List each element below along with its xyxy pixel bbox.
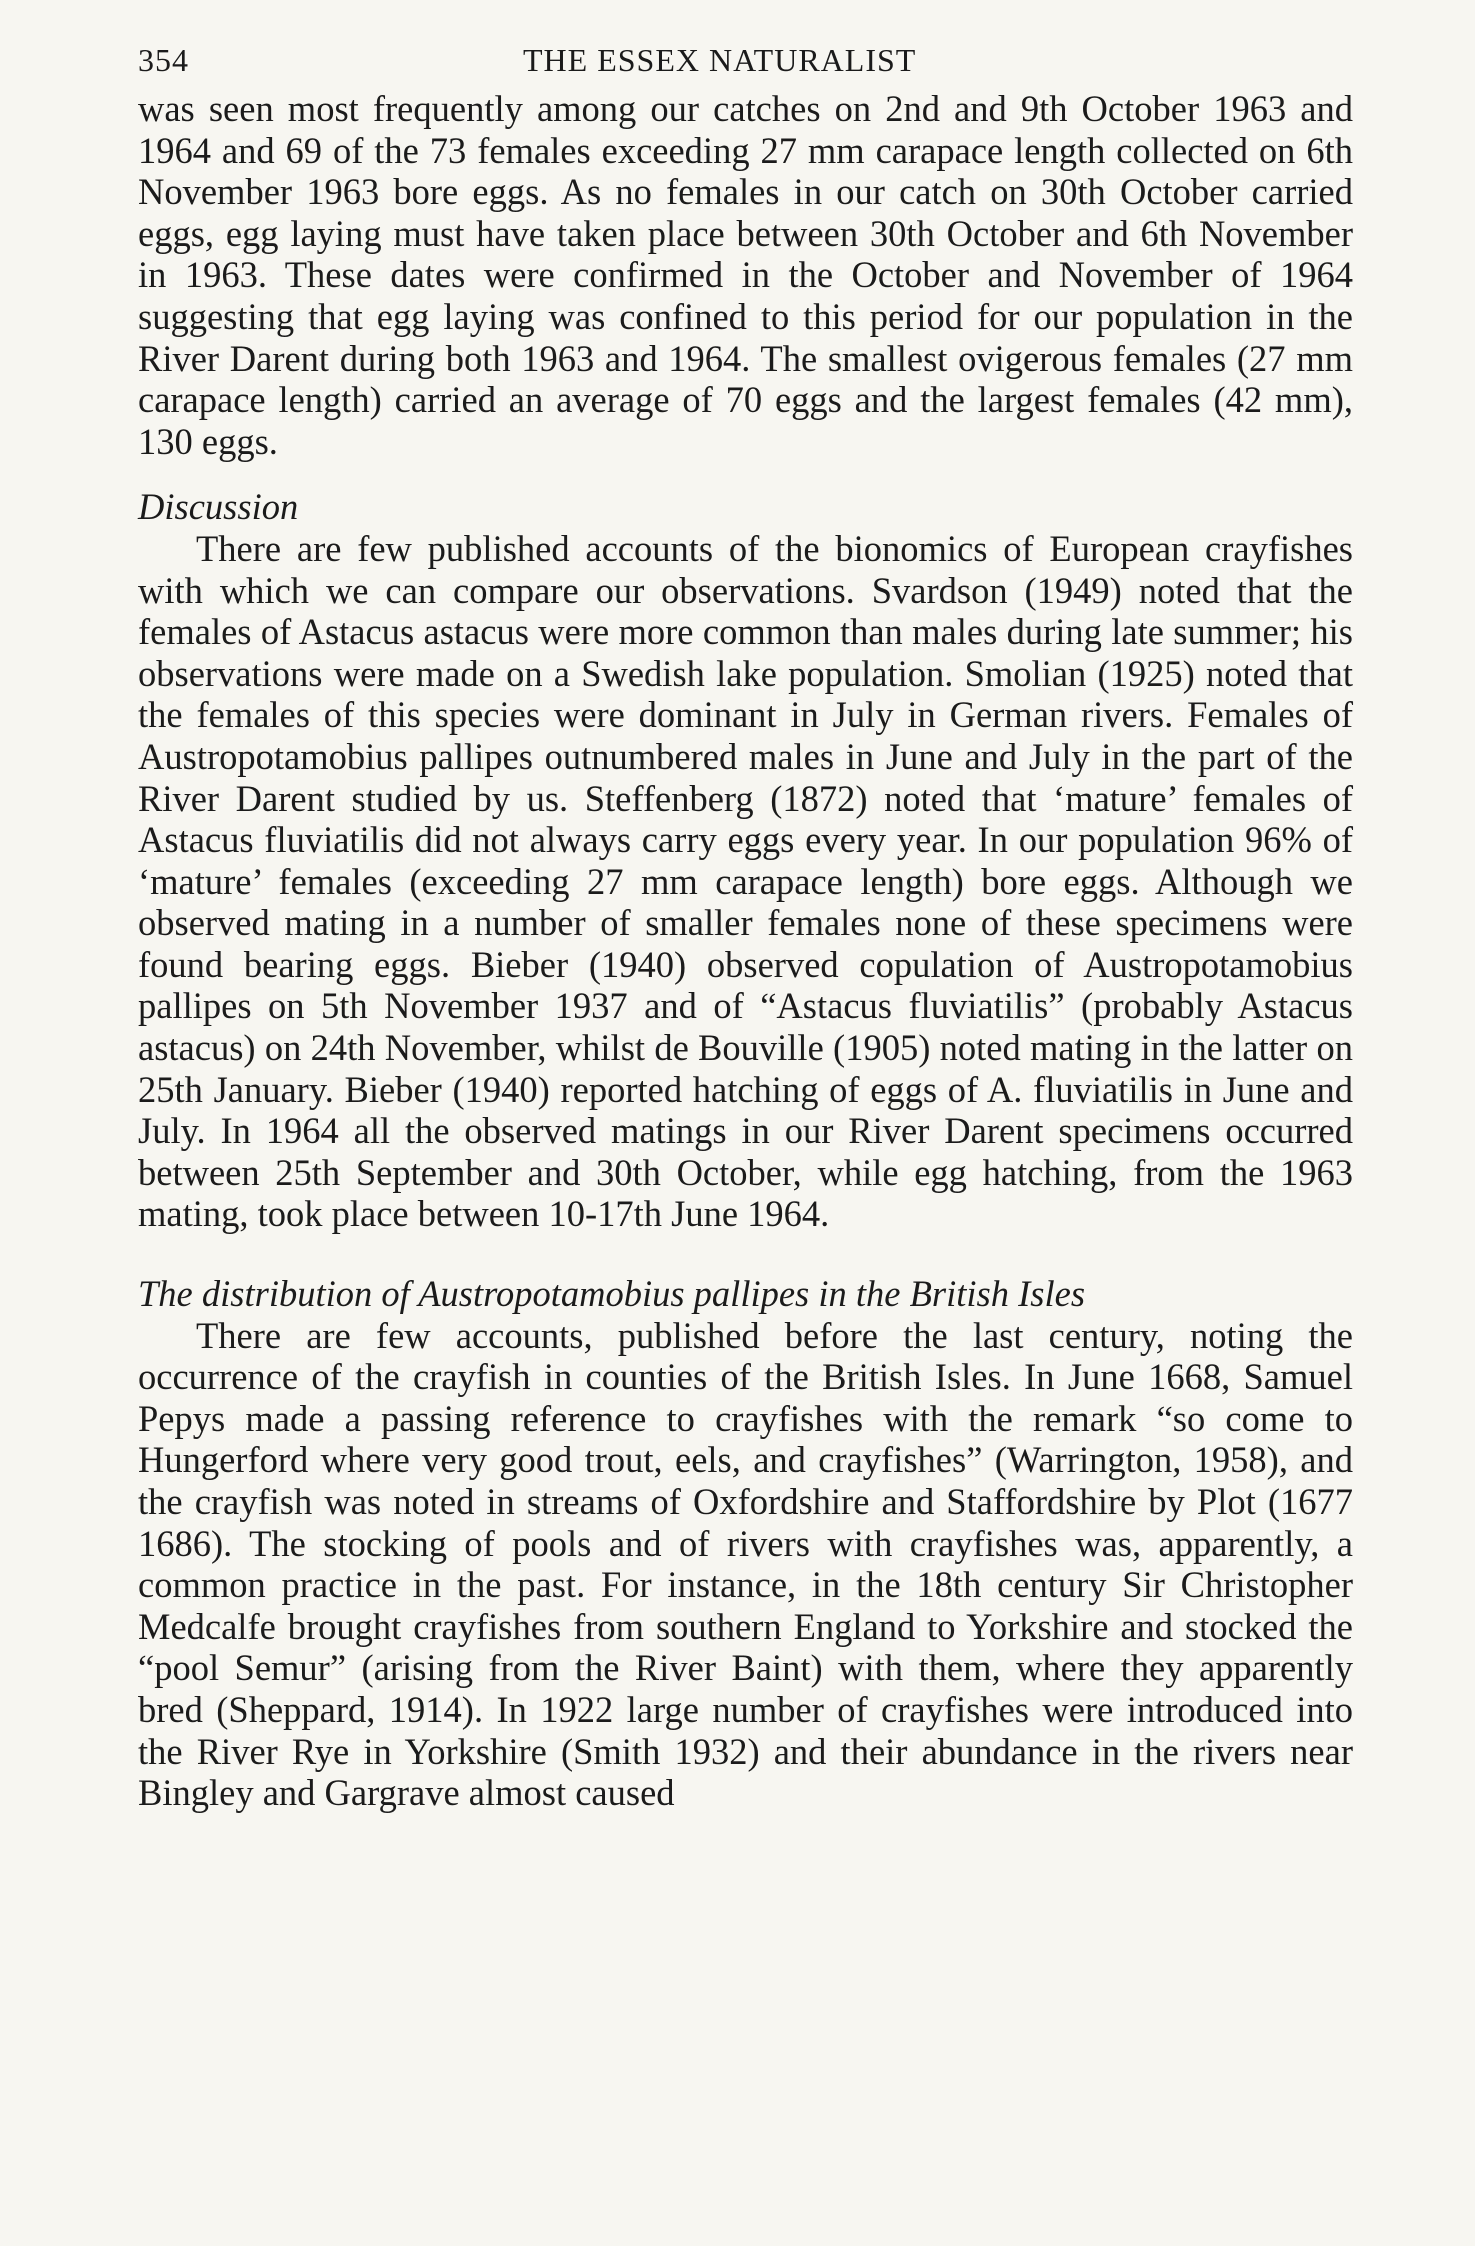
paragraph-distribution: There are few accounts, published before the last century, noting the occurrence of the crayfish in counties of the British Isles. In June 1668, Samuel Pepys made a passing reference to crayfishes with the remark “so come to Hungerford where very good trout, eels, and crayfishes” (Warrington, 1958), and the crayfish was noted in streams of Oxfordshire and Staffordshire by Plot (1677 1686). The stocking of pools and of rivers with crayfishes was, apparently, a common practice in the past. For instance, in the 18th century Sir Christopher Medcalfe brought crayfishes from southern England to Yorkshire and stocked the “pool Semur” (arising from the River Baint) with them, where they apparently bred (Sheppard, 1914). In 1922 large number of crayfishes were introduced into the River Rye in Yorkshire (Smith 1932) and their abundance in the rivers near Bingley and Gargrave almost caused <box>138 1314 1353 1814</box>
page-number: 354 <box>138 42 189 78</box>
section-heading-discussion: Discussion <box>138 486 299 528</box>
section-heading-distribution: The distribution of Austropotamobius pallipes in the British Isles <box>138 1273 1086 1315</box>
paragraph-egg-laying: was seen most frequently among our catches on 2nd and 9th October 1963 and 1964 and 69 of the 73 females exceeding 27 mm carapace length collected on 6th November 1963 bore eggs. As no females in our catch on 30th October carried eggs, egg laying must have taken place between 30th October and 6th November in 1963. These dates were confirmed in the October and November of 1964 suggesting that egg laying was confined to this period for our population in the River Darent during both 1963 and 1964. The smallest ovigerous females (27 mm carapace length) carried an average of 70 eggs and the largest females (42 mm), 130 eggs. <box>138 88 1353 462</box>
document-page <box>138 28 1353 2218</box>
body-text <box>138 88 1353 1814</box>
page-header <box>138 28 1353 88</box>
running-title: THE ESSEX NATURALIST <box>523 42 917 78</box>
paragraph-discussion: There are few published accounts of the bionomics of European crayfishes with which we can compare our observations. Svardson (1949) noted that the females of Astacus astacus were more common than males during late summer; his observations were made on a Swedish lake population. Smolian (1925) noted that the females of this species were dominant in July in German rivers. Females of Austropotamobius pallipes outnumbered males in June and July in the part of the River Darent studied by us. Steffenberg (1872) noted that ‘mature’ females of Astacus fluviatilis did not always carry eggs every year. In our population 96% of ‘mature’ females (exceeding 27 mm carapace length) bore eggs. Although we observed mating in a number of smaller females none of these specimens were found bearing eggs. Bieber (1940) observed copulation of Austropotamobius pallipes on 5th November 1937 and of “Astacus fluviatilis” (probably Astacus astacus) on 24th November, whilst de Bouville (1905) noted mating in the latter on 25th January. Bieber (1940) reported hatching of eggs of A. fluviatilis in June and July. In 1964 all the observed matings in our River Darent specimens occurred between 25th September and 30th October, while egg hatching, from the 1963 mating, took place between 10-17th June 1964. <box>138 527 1353 1235</box>
